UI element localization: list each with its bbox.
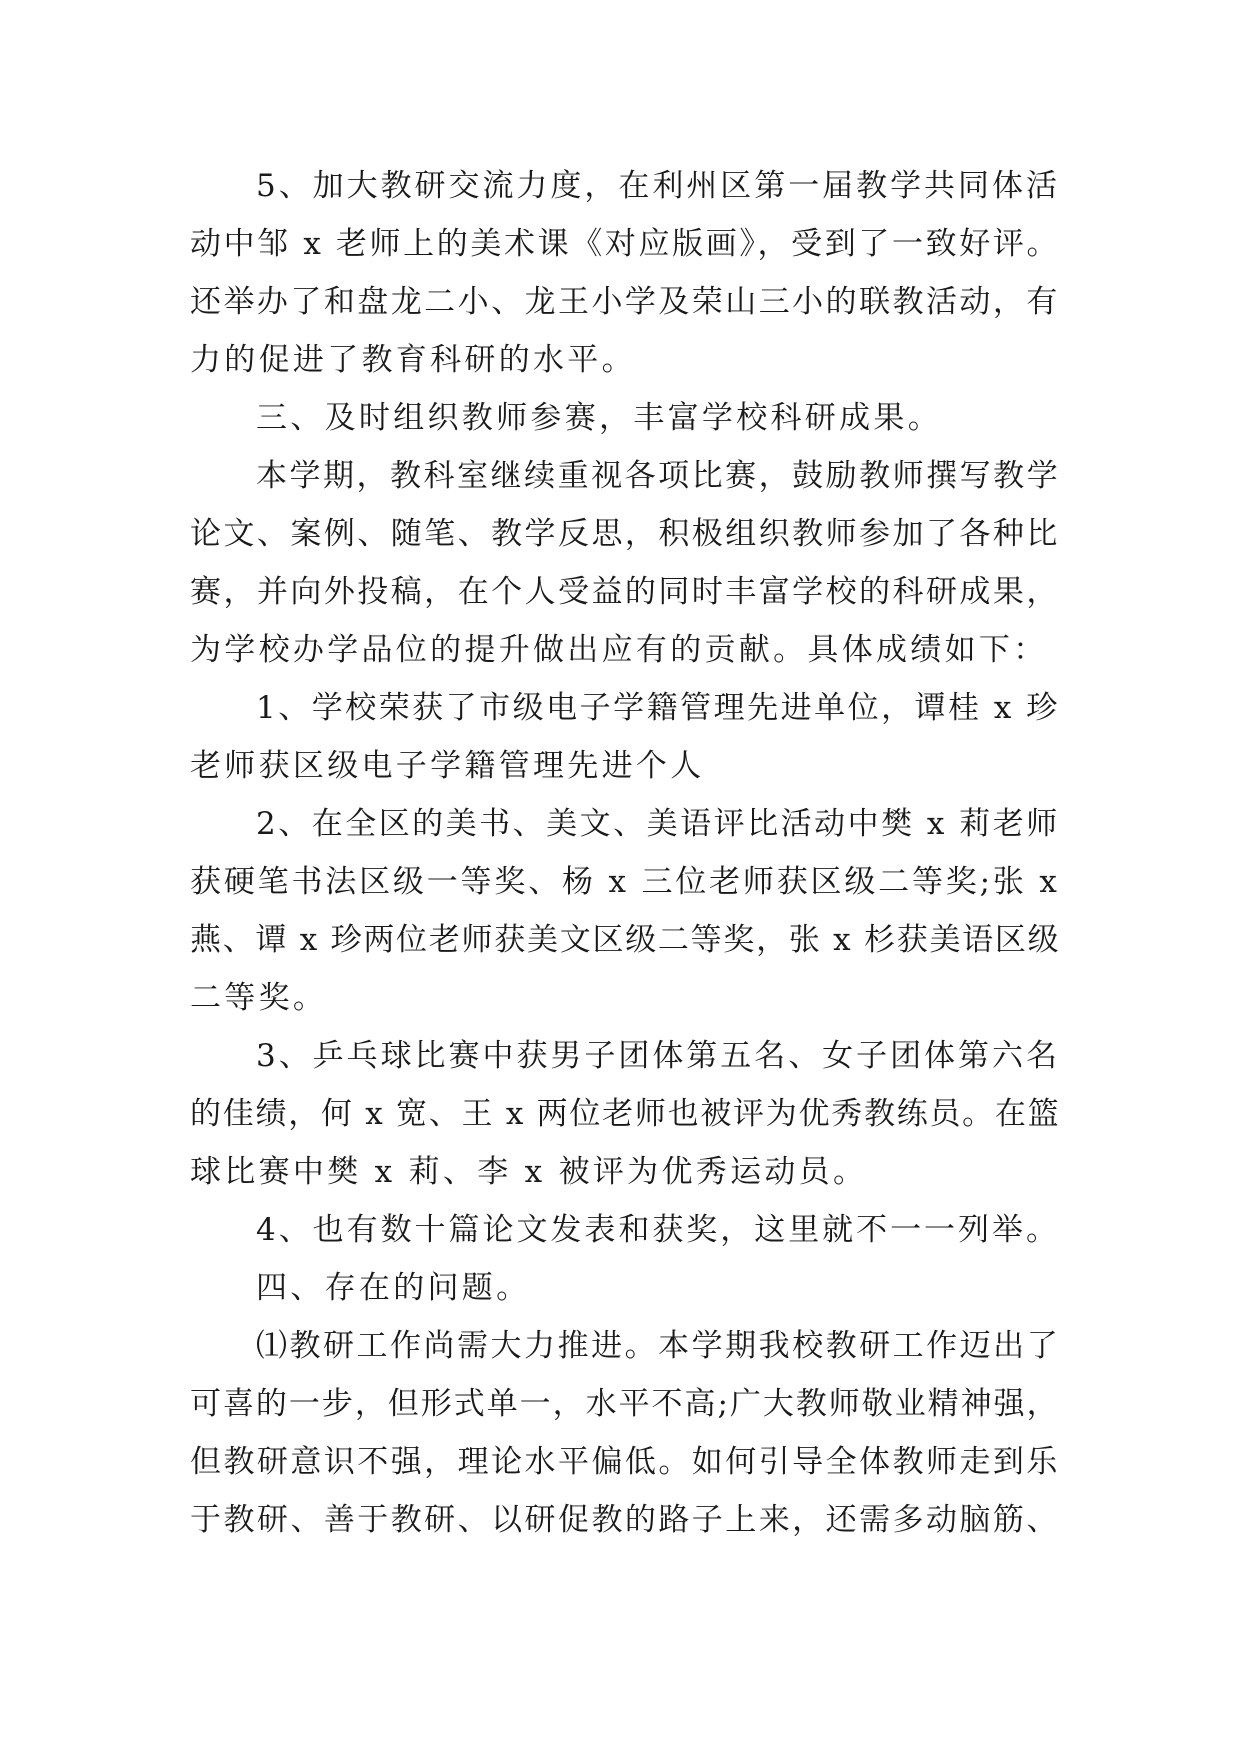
text-line-11: 老师获区级电子学籍管理先进个人 — [190, 748, 705, 784]
text-line-3: 还举办了和盘龙二小、龙王小学及荣山三小的联教活动，有 — [190, 284, 1060, 320]
text-line-1: 5、加大教研交流力度，在利州区第一届教学共同体活 — [256, 168, 1060, 204]
section-heading-4: 四、存在的问题。 — [256, 1270, 531, 1306]
text-line-8: 赛，并向外投稿，在个人受益的同时丰富学校的科研成果， — [190, 574, 1060, 610]
text-line-24: 于教研、善于教研、以研促教的路子上来，还需多动脑筋、 — [190, 1502, 1060, 1538]
text-line-23: 但教研意识不强，理论水平偏低。如何引导全体教师走到乐 — [190, 1444, 1060, 1480]
section-heading-3: 三、及时组织教师参赛，丰富学校科研成果。 — [256, 400, 942, 436]
text-line-9: 为学校办学品位的提升做出应有的贡献。具体成绩如下： — [190, 632, 1048, 668]
text-line-13: 获硬笔书法区级一等奖、杨 x 三位老师获区级二等奖;张 x — [190, 864, 1060, 900]
text-line-10: 1、学校荣获了市级电子学籍管理先进单位，谭桂 x 珍 — [256, 690, 1060, 726]
text-line-22: 可喜的一步，但形式单一，水平不高;广大教师敬业精神强， — [190, 1386, 1060, 1422]
text-line-16: 3、乒乓球比赛中获男子团体第五名、女子团体第六名 — [256, 1038, 1060, 1074]
text-line-7: 论文、案例、随笔、教学反思，积极组织教师参加了各种比 — [190, 516, 1060, 552]
text-line-17: 的佳绩，何 x 宽、王 x 两位老师也被评为优秀教练员。在篮 — [190, 1096, 1061, 1132]
text-line-19: 4、也有数十篇论文发表和获奖，这里就不一一列举。 — [256, 1212, 1060, 1248]
text-line-2: 动中邹 x 老师上的美术课《对应版画》，受到了一致好评。 — [190, 226, 1061, 262]
text-line-18: 球比赛中樊 x 莉、李 x 被评为优秀运动员。 — [190, 1154, 868, 1190]
text-line-14: 燕、谭 x 珍两位老师获美文区级二等奖，张 x 杉获美语区级 — [190, 922, 1061, 958]
text-line-12: 2、在全区的美书、美文、美语评比活动中樊 x 莉老师 — [256, 806, 1060, 842]
text-line-6: 本学期，教科室继续重视各项比赛，鼓励教师撰写教学 — [256, 458, 1061, 494]
text-line-4: 力的促进了教育科研的水平。 — [190, 342, 636, 378]
text-line-21: ⑴教研工作尚需大力推进。本学期我校教研工作迈出了 — [256, 1328, 1061, 1364]
text-line-15: 二等奖。 — [190, 980, 328, 1016]
